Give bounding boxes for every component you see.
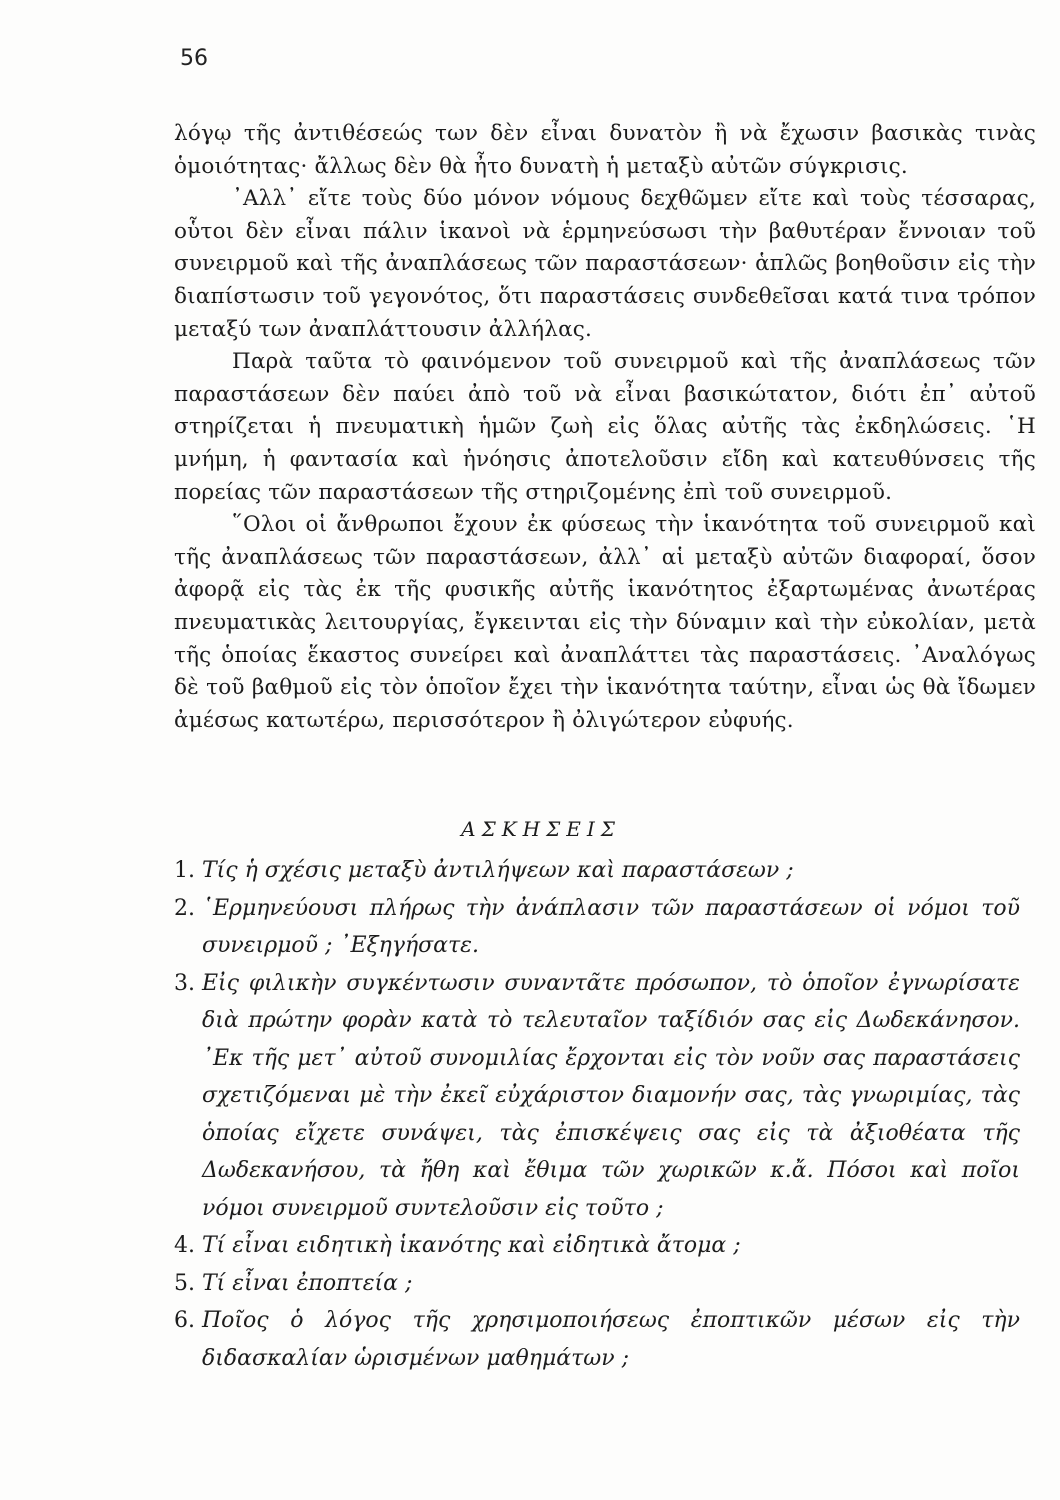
- exercise-text: Εἰς φιλικὴν συγκέντωσιν συναντᾶτε πρόσωπον, τὸ ὁποῖον ἐγνωρίσατε διὰ πρώτην φορὰν κατὰ τὸ τελευταῖον ταξίδιόν σας εἰς Δωδεκάνησον. ᾿Εκ τῆς μετ᾿ αὐτοῦ συνομιλίας ἔρχονται εἰς τὸν νοῦν σας παραστάσεις σχετιζόμεναι μὲ τὴν ἐκεῖ εὐχάριστον διαμονήν σας, τὰς γνωριμίας, τὰς ὁποίας εἴχετε συνάψει, τὰς ἐπισκέψεις σας εἰς τὰ ἀξιοθέατα τῆς Δωδεκανήσου, τὰ ἤθη καὶ ἔθιμα τῶν χωρικῶν κ.ἄ. Πόσοι καὶ ποῖοι νόμοι συνειρμοῦ συντελοῦσιν εἰς τοῦτο ;: [202, 970, 1020, 1221]
- exercise-number: 5.: [174, 1270, 195, 1296]
- paragraph: ᾿Αλλ᾿ εἴτε τοὺς δύο μόνον νόμους δεχθῶμεν εἴτε καὶ τοὺς τέσσαρας, οὗτοι δὲν εἶναι πάλιν ἱκανοὶ νὰ ἑρμηνεύσωσι τὴν βαθυτέραν ἔννοιαν τοῦ συνειρμοῦ καὶ τῆς ἀναπλάσεως τῶν παραστάσεων· ἁπλῶς βοηθοῦσιν εἰς τὴν διαπίστωσιν τοῦ γεγονότος, ὅτι παραστάσεις συνδεθεῖσαι κατά τινα τρόπον μεταξύ των ἀναπλάττουσιν ἀλλήλας.: [174, 186, 1036, 342]
- exercise-item: [174, 852, 1020, 890]
- exercises-list: [174, 852, 1020, 1377]
- exercise-number: 2.: [174, 895, 195, 921]
- body-text: [174, 118, 1036, 737]
- exercise-number: 3.: [174, 970, 195, 996]
- exercise-text: Ποῖος ὁ λόγος τῆς χρησιμοποιήσεως ἐποπτικῶν μέσων εἰς τὴν διδασκαλίαν ὡρισμένων μαθημάτων ;: [202, 1308, 1020, 1371]
- exercise-number: 6.: [174, 1308, 195, 1333]
- exercise-number: 1.: [174, 858, 195, 883]
- paragraph: ῞Ολοι οἱ ἄνθρωποι ἔχουν ἐκ φύσεως τὴν ἱκανότητα τοῦ συνειρμοῦ καὶ τῆς ἀναπλάσεως τῶν παραστάσεων, ἀλλ᾿ αἱ μεταξὺ αὐτῶν διαφοραί, ὅσον ἀφορᾷ εἰς τὰς ἐκ τῆς φυσικῆς αὐτῆς ἱκανότητος ἐξαρτωμένας ἀνωτέρας πνευματικὰς λειτουργίας, ἔγκεινται εἰς τὴν δύναμιν καὶ τὴν εὐκολίαν, μετὰ τῆς ὁποίας ἕκαστος συνείρει καὶ ἀναπλάττει τὰς παραστάσεις. ᾿Αναλόγως δὲ τοῦ βαθμοῦ εἰς τὸν ὁποῖον ἔχει τὴν ἱκανότητα ταύτην, εἶναι ὡς θὰ ἴδωμεν ἀμέσως κατωτέρω, περισσότερον ἢ ὀλιγώτερον εὐφυής.: [174, 512, 1036, 733]
- exercise-item: [174, 890, 1020, 965]
- paragraph: λόγῳ τῆς ἀντιθέσεώς των δὲν εἶναι δυνατὸν ἢ νὰ ἔχωσιν βασικὰς τινὰς ὁμοιότητας· ἄλλως δὲν θὰ ἦτο δυνατὴ ἡ μεταξὺ αὐτῶν σύγκρισις.: [174, 121, 1036, 179]
- exercise-text: Τί εἶναι ειδητικὴ ἱκανότης καὶ εἰδητικὰ ἄτομα ;: [202, 1233, 741, 1258]
- paragraph: Παρὰ ταῦτα τὸ φαινόμενον τοῦ συνειρμοῦ καὶ τῆς ἀναπλάσεως τῶν παραστάσεων δὲν παύει ἀπὸ τοῦ νὰ εἶναι βασικώτατον, διότι ἐπ᾿ αὐτοῦ στηρίζεται ἡ πνευματικὴ ἡμῶν ζωὴ εἰς ὅλας αὐτῆς τὰς ἐκδηλώσεις. ῾Η μνήμη, ἡ φαντασία καὶ ἡνόησις ἀποτελοῦσιν εἴδη καὶ κατευθύνσεις τῆς πορείας τῶν παραστάσεων τῆς στηριζομένης ἐπὶ τοῦ συνειρμοῦ.: [174, 349, 1036, 505]
- exercises-heading: ΑΣΚΗΣΕΙΣ: [461, 817, 621, 841]
- exercise-number: 4.: [174, 1233, 195, 1258]
- page-number: 56: [180, 46, 208, 71]
- exercise-item: [174, 1265, 1020, 1303]
- exercise-item: [174, 965, 1020, 1228]
- exercise-text: Τί εἶναι ἐποπτεία ;: [202, 1270, 413, 1296]
- exercise-text: ῾Ερμηνεύουσι πλήρως τὴν ἀνάπλασιν τῶν παραστάσεων οἱ νόμοι τοῦ συνειρμοῦ ; ᾿Εξηγήσατε.: [202, 895, 1020, 958]
- exercise-text: Τίς ἡ σχέσις μεταξὺ ἀντιλήψεων καὶ παραστάσεων ;: [202, 858, 794, 883]
- exercise-item: [174, 1227, 1020, 1265]
- exercise-item: [174, 1302, 1020, 1377]
